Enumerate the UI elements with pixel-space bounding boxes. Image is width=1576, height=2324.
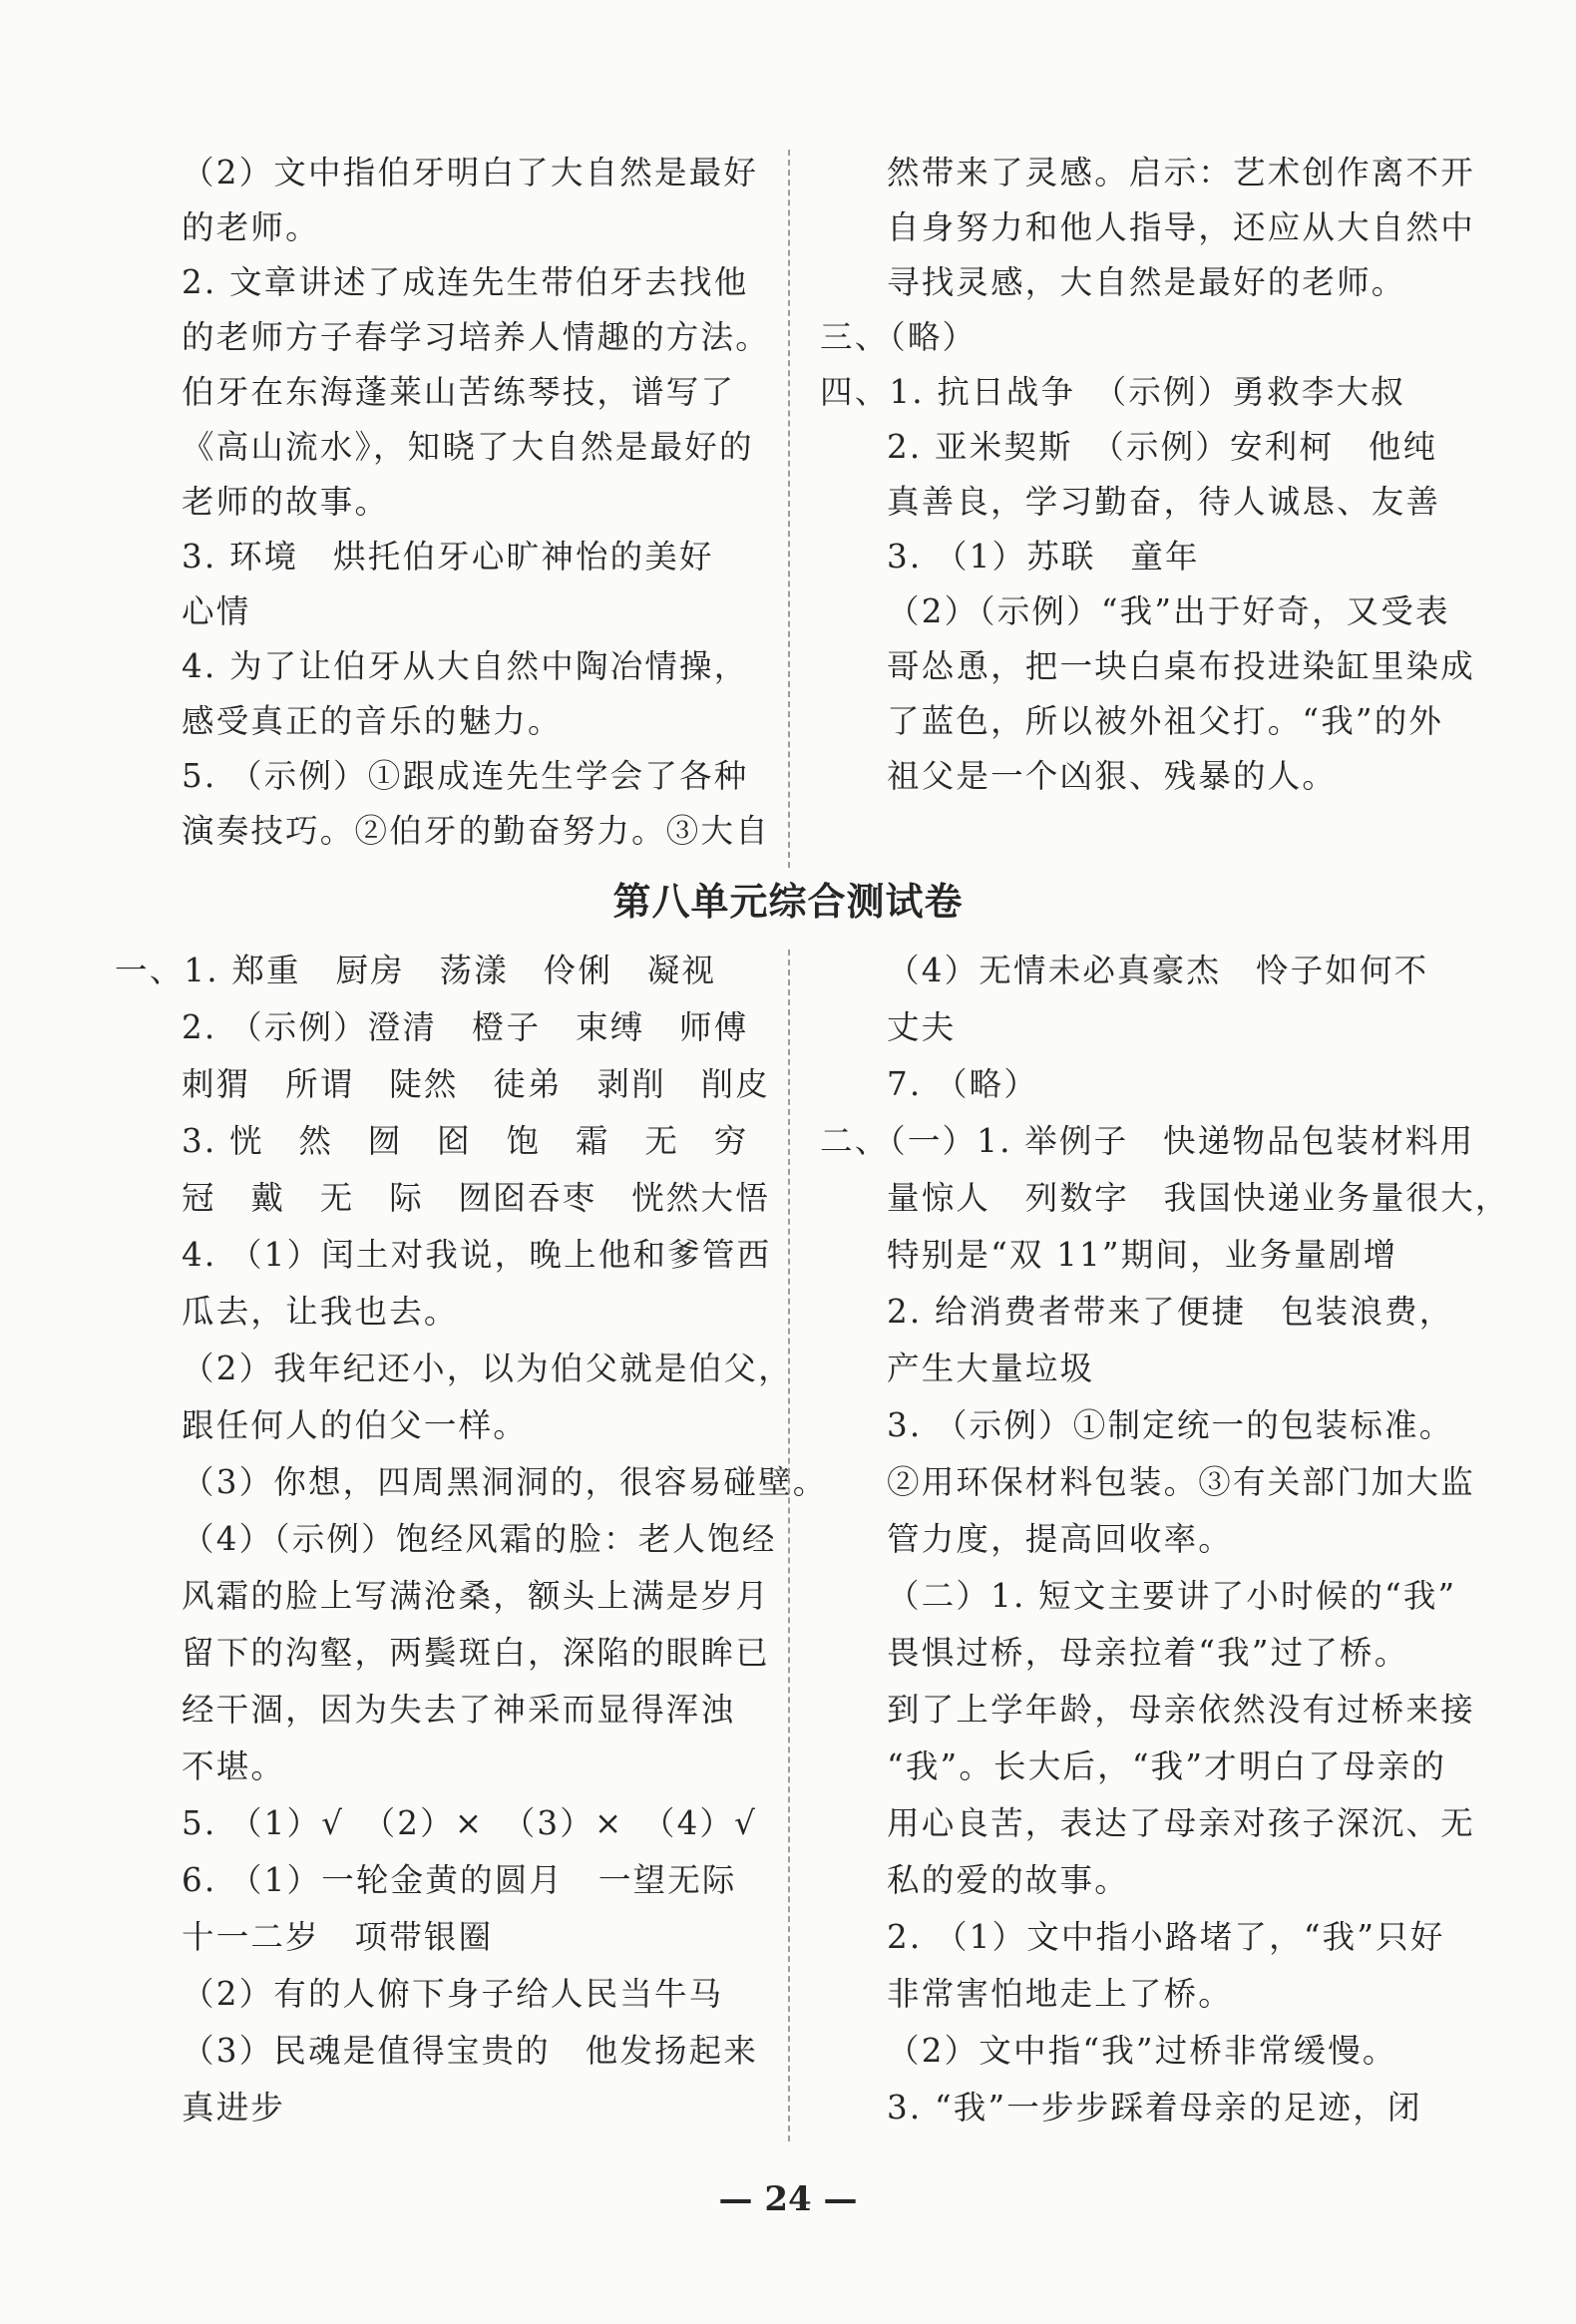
text-line: 2. 文章讲述了成连先生带伯牙去找他	[182, 263, 749, 301]
text-line: 二、（一）1. 举例子 快递物品包装材料用	[820, 1122, 1475, 1160]
text-line: 到了上学年龄，母亲依然没有过桥来接	[887, 1691, 1475, 1729]
text-line: 2. （1）文中指小路堵了，“我”只好	[887, 1918, 1445, 1956]
text-line: 用心良苦，表达了母亲对孩子深沉、无	[887, 1804, 1475, 1842]
text-line: 演奏技巧。②伯牙的勤奋努力。③大自	[182, 812, 770, 850]
bottom-left-column	[115, 946, 828, 2142]
text-line: 3. 环境 烘托伯牙心旷神怡的美好	[182, 538, 714, 576]
text-line: （2）文中指伯牙明白了大自然是最好	[182, 154, 759, 192]
text-line: 6. （1）一轮金黄的圆月 一望无际	[182, 1861, 737, 1899]
text-line: 私的爱的故事。	[887, 1861, 1129, 1899]
text-line: 2. （示例）澄清 橙子 束缚 师傅	[182, 1008, 749, 1046]
text-line: 伯牙在东海蓬莱山苦练琴技，谱写了	[182, 373, 736, 411]
text-line: 5. （示例）①跟成连先生学会了各种	[182, 757, 749, 795]
top-left-column	[182, 148, 770, 876]
text-line: 特别是“双 11”期间，业务量剧增	[887, 1236, 1398, 1274]
text-line: 感受真正的音乐的魅力。	[182, 702, 563, 740]
text-line: 丈夫	[887, 1008, 957, 1046]
text-line: 的老师。	[182, 208, 320, 246]
text-line: （2）文中指“我”过桥非常缓慢。	[887, 2032, 1397, 2070]
text-line: 真进步	[182, 2089, 286, 2127]
top-right-column	[820, 148, 1475, 816]
text-line: 3. （1）苏联 童年	[887, 538, 1200, 576]
text-line: （2）（示例）“我”出于好奇，又受表	[887, 592, 1450, 630]
text-line: 然带来了灵感。启示：艺术创作离不开	[887, 154, 1475, 192]
text-line: 3. （示例）①制定统一的包装标准。	[887, 1406, 1454, 1444]
column-divider-bottom	[788, 950, 790, 2141]
text-line: 老师的故事。	[182, 483, 390, 521]
text-line: 四、1. 抗日战争 （示例）勇救李大叔	[820, 373, 1405, 411]
text-line: 刺猬 所谓 陡然 徒弟 剥削 削皮	[182, 1065, 770, 1103]
text-line: ②用环保材料包装。③有关部门加大监	[887, 1463, 1475, 1501]
text-line: 十一二岁 项带银圈	[182, 1918, 494, 1956]
text-line: 瓜去，让我也去。	[182, 1293, 459, 1331]
unit-heading: 第八单元综合测试卷	[612, 879, 964, 924]
text-line: 跟任何人的伯父一样。	[182, 1406, 529, 1444]
text-line: （3）民魂是值得宝贵的 他发扬起来	[182, 2032, 759, 2070]
text-line: 留下的沟壑，两鬓斑白，深陷的眼眸已	[182, 1634, 770, 1672]
text-line: 3. “我”一步步踩着母亲的足迹，闭	[887, 2089, 1422, 2127]
text-line: （二）1. 短文主要讲了小时候的“我”	[887, 1577, 1457, 1615]
page-number: — 24 —	[718, 2179, 858, 2219]
text-line: 了蓝色，所以被外祖父打。“我”的外	[887, 702, 1444, 740]
text-line: 寻找灵感，大自然是最好的老师。	[887, 263, 1406, 301]
text-line: 哥怂恿，把一块白桌布投进染缸里染成	[887, 647, 1475, 685]
text-line: 2. 亚米契斯 （示例）安利柯 他纯	[887, 428, 1438, 466]
text-line: （4）（示例）饱经风霜的脸：老人饱经	[182, 1520, 777, 1558]
text-line: 4. （1）闰土对我说，晚上他和爹管西	[182, 1236, 772, 1274]
text-line: 心情	[182, 592, 251, 630]
text-line: 祖父是一个凶狠、残暴的人。	[887, 757, 1338, 795]
text-line: 自身努力和他人指导，还应从大自然中	[887, 208, 1475, 246]
text-line: 量惊人 列数字 我国快递业务量很大，	[887, 1179, 1510, 1217]
text-line: 《高山流水》，知晓了大自然是最好的	[182, 428, 754, 466]
text-line: 5. （1）√ （2）× （3）× （4）√	[182, 1804, 758, 1842]
text-line: 产生大量垃圾	[887, 1350, 1095, 1387]
text-line: 真善良，学习勤奋，待人诚恳、友善	[887, 483, 1441, 521]
text-line: 冠 戴 无 际 囫囵吞枣 恍然大悟	[182, 1179, 770, 1217]
text-line: “我”。长大后，“我”才明白了母亲的	[887, 1747, 1447, 1785]
text-line: （2）有的人俯下身子给人民当牛马	[182, 1975, 724, 2013]
text-line: 畏惧过桥，母亲拉着“我”过了桥。	[887, 1634, 1409, 1672]
text-line: 三、（略）	[820, 318, 978, 356]
text-line: 风霜的脸上写满沧桑，额头上满是岁月	[182, 1577, 770, 1615]
text-line: （2）我年纪还小，以为伯父就是伯父，	[182, 1350, 793, 1387]
text-line: 3. 恍 然 囫 囵 饱 霜 无 穷	[182, 1122, 749, 1160]
text-line: 2. 给消费者带来了便捷 包装浪费，	[887, 1293, 1454, 1331]
text-line: （3）你想，四周黑洞洞的，很容易碰壁。	[182, 1463, 828, 1501]
text-line: 不堪。	[182, 1747, 286, 1785]
text-line: 一、1. 郑重 厨房 荡漾 伶俐 凝视	[115, 952, 717, 989]
bottom-right-column	[820, 946, 1510, 2142]
text-line: 管力度，提高回收率。	[887, 1520, 1234, 1558]
text-line: 的老师方子春学习培养人情趣的方法。	[182, 318, 770, 356]
text-line: 4. 为了让伯牙从大自然中陶冶情操，	[182, 647, 749, 685]
text-line: （4）无情未必真豪杰 怜子如何不	[887, 952, 1429, 989]
text-line: 经干涸，因为失去了神采而显得浑浊	[182, 1691, 736, 1729]
text-line: 非常害怕地走上了桥。	[887, 1975, 1234, 2013]
column-divider-top	[788, 150, 790, 868]
text-line: 7. （略）	[887, 1065, 1039, 1103]
